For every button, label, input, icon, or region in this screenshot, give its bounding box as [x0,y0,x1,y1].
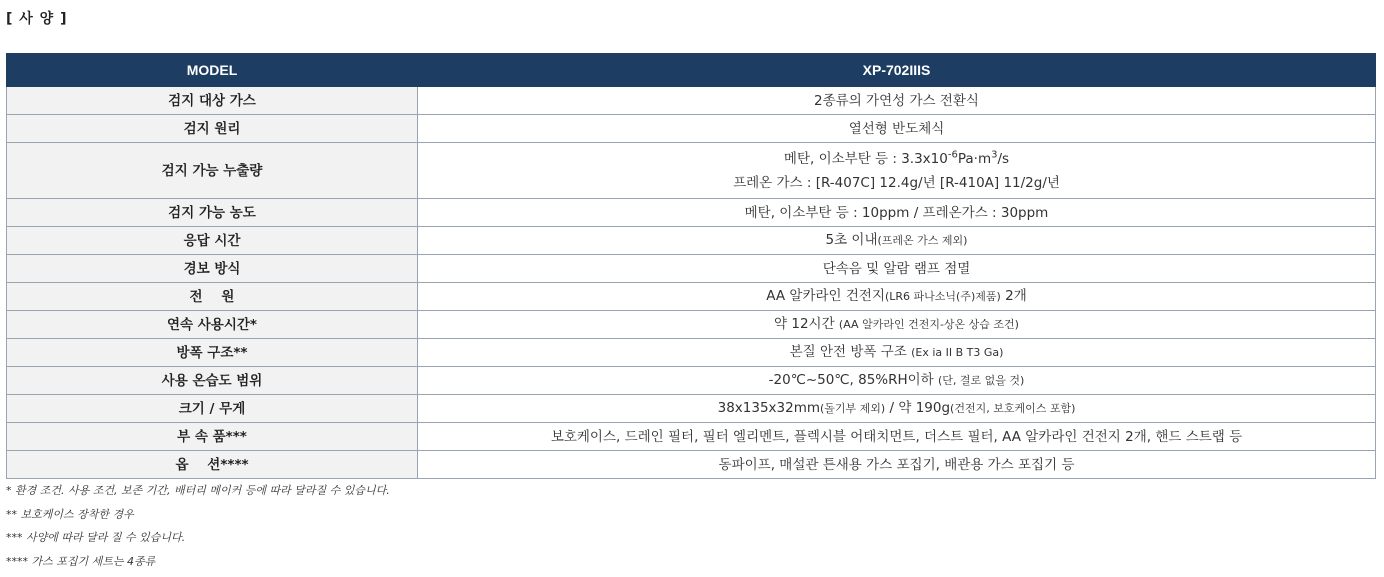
row-label: 전 원 [7,283,418,311]
footnote: * 환경 조건. 사용 조건, 보존 기간, 배터리 메이커 등에 따라 달라질 수 있습니다. [6,483,390,507]
row-label: 응답 시간 [7,227,418,255]
row-label: 사용 온습도 범위 [7,367,418,395]
footnote: ** 보호케이스 장착한 경우 [6,507,390,531]
table-row [7,423,1376,451]
leak-rate-line-1: 메탄, 이소부탄 등 : $3.3x10^{-6}Pa\cdot m^3/s$ [422,150,1371,168]
row-value: 2종류의 가연성 가스 전환식 [418,87,1376,115]
header-model: MODEL [7,54,418,87]
spec-table [6,53,1376,479]
row-label: 검지 원리 [7,115,418,143]
row-value: 메탄, 이소부탄 등 : 10ppm / 프레온가스 : 30ppm [418,199,1376,227]
row-label: 방폭 구조** [7,339,418,367]
row-label: 검지 가능 누출량 [7,143,418,199]
row-value: -20℃~50℃, 85%RH이하 (단, 결로 없을 것) [418,367,1376,395]
table-row [7,143,1376,199]
footnotes [6,483,390,577]
row-value: 보호케이스, 드레인 필터, 필터 엘리멘트, 플렉시블 어태치먼트, 더스트 필터, AA 알카라인 건전지 2개, 핸드 스트랩 등 [418,423,1376,451]
header-model-name: XP-702IIIS [418,54,1376,87]
table-row [7,283,1376,311]
row-value: 열선형 반도체식 [418,115,1376,143]
row-label: 부 속 품*** [7,423,418,451]
row-value: 동파이프, 매설관 튼새용 가스 포집기, 배관용 가스 포집기 등 [418,451,1376,479]
table-row [7,255,1376,283]
table-row [7,339,1376,367]
row-value: 약 12시간 (AA 알카라인 건전지-상온 상습 조건) [418,311,1376,339]
row-label: 크기 / 무게 [7,395,418,423]
row-label: 검지 가능 농도 [7,199,418,227]
row-label: 경보 방식 [7,255,418,283]
table-row [7,227,1376,255]
row-label: 연속 사용시간* [7,311,418,339]
row-note: (돌기부 제외) [820,402,885,415]
footnote: **** 가스 포집기 세트는 4종류 [6,554,390,577]
table-row [7,199,1376,227]
row-value: 5초 이내(프레온 가스 제외) [418,227,1376,255]
row-value: 38x135x32mm(돌기부 제외) / 약 190g(건전지, 보호케이스 포함) [418,395,1376,423]
table-row [7,311,1376,339]
table-row [7,115,1376,143]
table-row [7,367,1376,395]
table-header-row [7,54,1376,87]
leak-rate-line-2: 프레온 가스 : [R-407C] 12.4g/년 [R-410A] 11/2g/년 [422,174,1371,192]
table-row [7,451,1376,479]
table-row [7,87,1376,115]
section-heading: [ 사 양 ] [6,8,67,28]
row-label: 옵 션**** [7,451,418,479]
row-note: (프레온 가스 제외) [878,234,968,247]
row-note: (건전지, 보호케이스 포함) [950,402,1075,415]
row-note: (단, 결로 없을 것) [938,374,1024,387]
footnote: *** 사양에 따라 달라 질 수 있습니다. [6,530,390,554]
row-value [418,143,1376,199]
row-value: 본질 안전 방폭 구조 (Ex ia II B T3 Ga) [418,339,1376,367]
row-value: AA 알카라인 건전지(LR6 파나소닉(주)제품) 2개 [418,283,1376,311]
row-value: 단속음 및 알람 램프 점멸 [418,255,1376,283]
row-note: (AA 알카라인 건전지-상온 상습 조건) [839,318,1019,331]
row-note: (Ex ia II B T3 Ga) [911,346,1003,359]
row-note: (LR6 파나소닉(주)제품) [885,290,1001,303]
row-label: 검지 대상 가스 [7,87,418,115]
table-row [7,395,1376,423]
